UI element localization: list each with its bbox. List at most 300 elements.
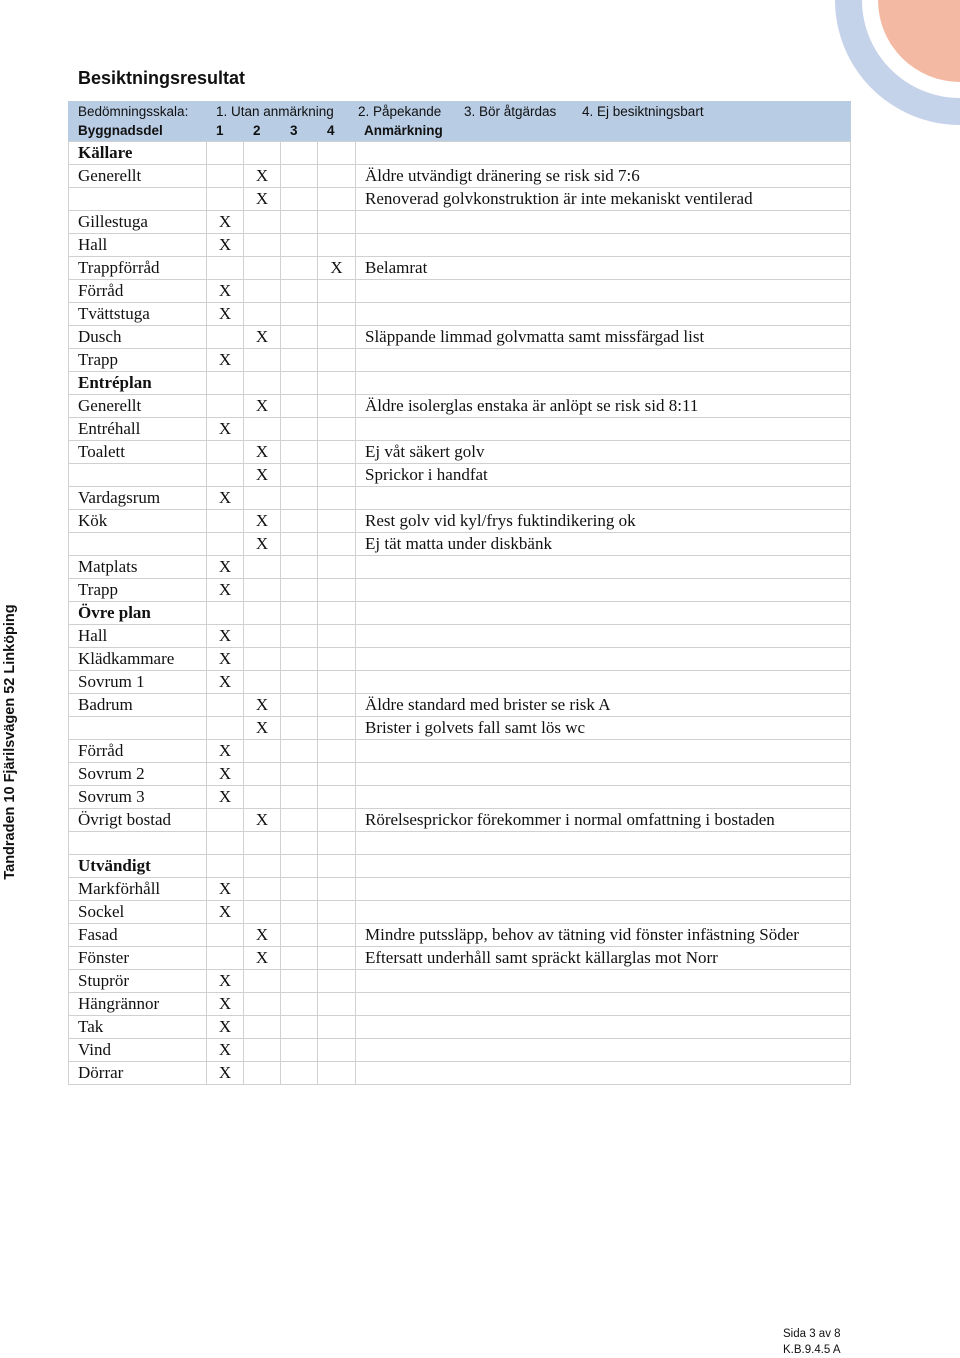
table-row [69, 832, 851, 855]
building-part-cell: Dörrar [69, 1062, 207, 1085]
building-part-cell: Generellt [69, 395, 207, 418]
grade-4-cell [318, 372, 356, 395]
remark-cell: Brister i golvets fall samt lös wc [356, 717, 851, 740]
grade-2-cell [244, 418, 281, 441]
grade-1-cell: X [207, 740, 244, 763]
building-part-cell: Matplats [69, 556, 207, 579]
table-row [69, 694, 851, 717]
document-code: K.B.9.4.5 A [783, 1344, 841, 1356]
table-row [69, 901, 851, 924]
building-part-cell: Förråd [69, 740, 207, 763]
grade-2-cell [244, 1062, 281, 1085]
remark-cell: Släppande limmad golvmatta samt missfärgad list [356, 326, 851, 349]
grade-3-cell [281, 625, 318, 648]
scale-option-4: 4. Ej besiktningsbart [582, 104, 704, 119]
remark-cell: Mindre putssläpp, behov av tätning vid fönster infästning Söder [356, 924, 851, 947]
grade-2-cell [244, 349, 281, 372]
grade-4-cell [318, 510, 356, 533]
building-part-cell: Tak [69, 1016, 207, 1039]
grade-4-cell [318, 280, 356, 303]
grade-4-cell [318, 993, 356, 1016]
grade-3-cell [281, 763, 318, 786]
grade-3-cell [281, 533, 318, 556]
grade-3-cell [281, 372, 318, 395]
grade-3-cell [281, 487, 318, 510]
grade-3-cell [281, 740, 318, 763]
remark-cell [356, 142, 851, 165]
table-row [69, 993, 851, 1016]
grade-1-cell: X [207, 234, 244, 257]
grade-4-cell [318, 1062, 356, 1085]
grade-1-cell: X [207, 993, 244, 1016]
grade-1-cell: X [207, 763, 244, 786]
building-part-cell: Stuprör [69, 970, 207, 993]
remark-cell [356, 970, 851, 993]
grade-1-cell: X [207, 556, 244, 579]
building-part-cell: Tvättstuga [69, 303, 207, 326]
remark-cell: Äldre standard med brister se risk A [356, 694, 851, 717]
grade-2-cell: X [244, 165, 281, 188]
grade-2-cell [244, 648, 281, 671]
grade-3-cell [281, 556, 318, 579]
grade-4-cell: X [318, 257, 356, 280]
grade-2-cell [244, 234, 281, 257]
grade-3-cell [281, 234, 318, 257]
grade-2-cell [244, 1016, 281, 1039]
grade-4-cell [318, 809, 356, 832]
table-row [69, 648, 851, 671]
grade-3-cell [281, 855, 318, 878]
results-table [68, 141, 851, 1085]
building-part-cell: Vind [69, 1039, 207, 1062]
grade-3-cell [281, 648, 318, 671]
table-row [69, 763, 851, 786]
grade-1-cell [207, 947, 244, 970]
grade-3-cell [281, 1062, 318, 1085]
remark-cell [356, 349, 851, 372]
remark-cell [356, 832, 851, 855]
grade-2-cell: X [244, 510, 281, 533]
grade-2-cell [244, 602, 281, 625]
grade-1-cell [207, 326, 244, 349]
grade-3-cell [281, 832, 318, 855]
table-row [69, 188, 851, 211]
inspection-table [68, 101, 851, 1085]
remark-cell [356, 234, 851, 257]
grade-4-cell [318, 901, 356, 924]
grade-2-cell: X [244, 694, 281, 717]
table-group-row [69, 372, 851, 395]
table-row [69, 947, 851, 970]
grade-3-cell [281, 464, 318, 487]
table-row [69, 740, 851, 763]
grade-1-cell: X [207, 280, 244, 303]
grade-4-cell [318, 1016, 356, 1039]
table-row [69, 671, 851, 694]
building-part-cell: Sovrum 3 [69, 786, 207, 809]
grade-4-cell [318, 878, 356, 901]
grade-2-cell: X [244, 809, 281, 832]
building-part-cell: Klädkammare [69, 648, 207, 671]
side-address-text: Tandraden 10 Fjärilsvägen 52 Linköping [2, 604, 18, 880]
grade-3-cell [281, 947, 318, 970]
remark-cell [356, 786, 851, 809]
scale-option-1: 1. Utan anmärkning [216, 104, 334, 119]
grade-3-cell [281, 993, 318, 1016]
grade-1-cell [207, 717, 244, 740]
grade-4-cell [318, 625, 356, 648]
grade-4-cell [318, 786, 356, 809]
grade-2-cell [244, 832, 281, 855]
building-part-cell: Förråd [69, 280, 207, 303]
grade-3-cell [281, 878, 318, 901]
building-part-cell: Hall [69, 234, 207, 257]
grade-4-cell [318, 303, 356, 326]
grade-1-cell [207, 395, 244, 418]
group-heading: Utvändigt [69, 855, 207, 878]
building-part-cell: Gillestuga [69, 211, 207, 234]
grade-1-cell: X [207, 579, 244, 602]
grade-4-cell [318, 671, 356, 694]
building-part-cell: Badrum [69, 694, 207, 717]
grade-4-cell [318, 924, 356, 947]
grade-1-cell [207, 372, 244, 395]
grade-4-cell [318, 418, 356, 441]
grade-3-cell [281, 1016, 318, 1039]
remark-cell [356, 901, 851, 924]
building-part-cell [69, 188, 207, 211]
grade-1-cell: X [207, 349, 244, 372]
grade-2-cell [244, 970, 281, 993]
remark-cell: Eftersatt underhåll samt spräckt källarglas mot Norr [356, 947, 851, 970]
grade-3-cell [281, 280, 318, 303]
table-row [69, 786, 851, 809]
building-part-cell [69, 717, 207, 740]
grade-4-cell [318, 648, 356, 671]
grade-3-cell [281, 142, 318, 165]
grade-2-cell: X [244, 464, 281, 487]
grade-4-cell [318, 855, 356, 878]
table-row [69, 464, 851, 487]
grade-1-cell: X [207, 487, 244, 510]
grade-1-cell: X [207, 1016, 244, 1039]
scale-label: Bedömningsskala: [78, 104, 189, 119]
grade-1-cell: X [207, 901, 244, 924]
grade-2-cell: X [244, 441, 281, 464]
grade-3-cell [281, 901, 318, 924]
table-row [69, 487, 851, 510]
table-row [69, 556, 851, 579]
grade-3-cell [281, 694, 318, 717]
table-row [69, 924, 851, 947]
scale-option-2: 2. Påpekande [358, 104, 442, 119]
grade-2-cell [244, 786, 281, 809]
grade-2-cell [244, 211, 281, 234]
table-row [69, 349, 851, 372]
table-row [69, 234, 851, 257]
page-number: Sida 3 av 8 [783, 1328, 841, 1340]
grade-1-cell: X [207, 878, 244, 901]
grade-2-cell [244, 901, 281, 924]
results-body [69, 142, 851, 1085]
grade-4-cell [318, 234, 356, 257]
grade-3-cell [281, 970, 318, 993]
table-group-row [69, 855, 851, 878]
grade-3-cell [281, 165, 318, 188]
grade-2-cell: X [244, 395, 281, 418]
grade-4-cell [318, 579, 356, 602]
grade-3-cell [281, 924, 318, 947]
grade-4-cell [318, 832, 356, 855]
table-group-row [69, 142, 851, 165]
grade-4-cell [318, 694, 356, 717]
building-part-cell: Kök [69, 510, 207, 533]
grade-2-cell: X [244, 326, 281, 349]
grade-1-cell: X [207, 970, 244, 993]
remark-cell: Ej våt säkert golv [356, 441, 851, 464]
grade-1-cell [207, 694, 244, 717]
scale-option-3: 3. Bör åtgärdas [464, 104, 557, 119]
remark-cell [356, 1062, 851, 1085]
remark-cell [356, 878, 851, 901]
remark-cell [356, 303, 851, 326]
grade-4-cell [318, 142, 356, 165]
building-part-cell: Markförhåll [69, 878, 207, 901]
grade-1-cell [207, 188, 244, 211]
grade-2-cell [244, 556, 281, 579]
table-row [69, 1039, 851, 1062]
grade-1-cell: X [207, 303, 244, 326]
grade-3-cell [281, 418, 318, 441]
grade-3-cell [281, 671, 318, 694]
remark-cell [356, 1039, 851, 1062]
remark-cell: Rörelsesprickor förekommer i normal omfattning i bostaden [356, 809, 851, 832]
column-header-2: 2 [253, 123, 261, 138]
grade-4-cell [318, 533, 356, 556]
remark-cell [356, 763, 851, 786]
grade-1-cell [207, 441, 244, 464]
grade-1-cell [207, 165, 244, 188]
table-row [69, 303, 851, 326]
grade-1-cell [207, 142, 244, 165]
grade-1-cell [207, 464, 244, 487]
remark-cell [356, 625, 851, 648]
column-header-row [69, 121, 850, 140]
building-part-cell: Dusch [69, 326, 207, 349]
grade-1-cell [207, 510, 244, 533]
remark-cell [356, 993, 851, 1016]
grade-4-cell [318, 602, 356, 625]
table-group-row [69, 602, 851, 625]
grade-4-cell [318, 441, 356, 464]
table-row [69, 878, 851, 901]
column-header-4: 4 [327, 123, 335, 138]
remark-cell [356, 671, 851, 694]
grade-3-cell [281, 326, 318, 349]
building-part-cell: Generellt [69, 165, 207, 188]
building-part-cell: Sovrum 1 [69, 671, 207, 694]
grade-4-cell [318, 487, 356, 510]
table-row [69, 441, 851, 464]
page-title: Besiktningsresultat [78, 68, 246, 88]
grade-1-cell [207, 809, 244, 832]
grade-1-cell [207, 533, 244, 556]
grade-3-cell [281, 441, 318, 464]
grade-2-cell [244, 740, 281, 763]
grade-2-cell [244, 1039, 281, 1062]
column-header-1: 1 [216, 123, 224, 138]
grade-2-cell [244, 878, 281, 901]
grade-1-cell: X [207, 1039, 244, 1062]
grade-4-cell [318, 349, 356, 372]
grade-1-cell: X [207, 211, 244, 234]
group-heading: Övre plan [69, 602, 207, 625]
grade-4-cell [318, 395, 356, 418]
remark-cell [356, 1016, 851, 1039]
table-row [69, 395, 851, 418]
grade-4-cell [318, 165, 356, 188]
grade-3-cell [281, 717, 318, 740]
remark-cell [356, 855, 851, 878]
building-part-cell: Sockel [69, 901, 207, 924]
grade-2-cell [244, 142, 281, 165]
remark-cell [356, 372, 851, 395]
grade-1-cell: X [207, 418, 244, 441]
grade-3-cell [281, 257, 318, 280]
building-part-cell: Trappförråd [69, 257, 207, 280]
grade-4-cell [318, 740, 356, 763]
building-part-cell: Trapp [69, 349, 207, 372]
remark-cell [356, 740, 851, 763]
grade-3-cell [281, 211, 318, 234]
grade-3-cell [281, 809, 318, 832]
remark-cell: Ej tät matta under diskbänk [356, 533, 851, 556]
building-part-cell: Trapp [69, 579, 207, 602]
grade-4-cell [318, 326, 356, 349]
grade-1-cell [207, 602, 244, 625]
grade-3-cell [281, 579, 318, 602]
grade-3-cell [281, 786, 318, 809]
grade-1-cell: X [207, 786, 244, 809]
table-row [69, 257, 851, 280]
table-row [69, 717, 851, 740]
grade-2-cell: X [244, 188, 281, 211]
grade-4-cell [318, 188, 356, 211]
grade-1-cell: X [207, 625, 244, 648]
grade-1-cell: X [207, 671, 244, 694]
grade-2-cell [244, 487, 281, 510]
building-part-cell [69, 832, 207, 855]
building-part-cell: Fönster [69, 947, 207, 970]
remark-cell [356, 556, 851, 579]
grade-3-cell [281, 349, 318, 372]
grade-2-cell: X [244, 924, 281, 947]
column-header-3: 3 [290, 123, 298, 138]
remark-cell [356, 211, 851, 234]
grade-3-cell [281, 510, 318, 533]
grade-1-cell [207, 257, 244, 280]
grade-3-cell [281, 188, 318, 211]
table-row [69, 165, 851, 188]
group-heading: Källare [69, 142, 207, 165]
grade-4-cell [318, 763, 356, 786]
grade-2-cell: X [244, 947, 281, 970]
grade-2-cell [244, 625, 281, 648]
scale-row [69, 102, 850, 121]
grade-3-cell [281, 1039, 318, 1062]
remark-cell: Rest golv vid kyl/frys fuktindikering ok [356, 510, 851, 533]
remark-cell [356, 280, 851, 303]
table-row [69, 1016, 851, 1039]
grade-2-cell [244, 993, 281, 1016]
table-row [69, 280, 851, 303]
table-row [69, 418, 851, 441]
grade-4-cell [318, 717, 356, 740]
remark-cell [356, 602, 851, 625]
remark-cell [356, 648, 851, 671]
grade-4-cell [318, 556, 356, 579]
table-row [69, 211, 851, 234]
table-row [69, 809, 851, 832]
remark-cell: Äldre isolerglas enstaka är anlöpt se risk sid 8:11 [356, 395, 851, 418]
remark-cell: Renoverad golvkonstruktion är inte mekaniskt ventilerad [356, 188, 851, 211]
building-part-cell: Toalett [69, 441, 207, 464]
grade-1-cell [207, 924, 244, 947]
building-part-cell: Sovrum 2 [69, 763, 207, 786]
building-part-cell: Hall [69, 625, 207, 648]
page-footer [783, 1326, 841, 1358]
grade-4-cell [318, 211, 356, 234]
table-row [69, 970, 851, 993]
grade-1-cell [207, 832, 244, 855]
remark-cell: Sprickor i handfat [356, 464, 851, 487]
grade-3-cell [281, 602, 318, 625]
building-part-cell: Övrigt bostad [69, 809, 207, 832]
grade-2-cell [244, 579, 281, 602]
grade-3-cell [281, 395, 318, 418]
building-part-cell: Fasad [69, 924, 207, 947]
grade-4-cell [318, 970, 356, 993]
building-part-cell: Entréhall [69, 418, 207, 441]
grade-2-cell [244, 671, 281, 694]
grade-2-cell [244, 303, 281, 326]
remark-cell [356, 418, 851, 441]
building-part-cell: Hängrännor [69, 993, 207, 1016]
grade-2-cell [244, 257, 281, 280]
grade-1-cell [207, 855, 244, 878]
building-part-cell [69, 533, 207, 556]
grade-3-cell [281, 303, 318, 326]
grade-1-cell: X [207, 1062, 244, 1085]
table-row [69, 1062, 851, 1085]
remark-cell [356, 487, 851, 510]
building-part-cell [69, 464, 207, 487]
grade-4-cell [318, 947, 356, 970]
remark-cell: Belamrat [356, 257, 851, 280]
table-row [69, 510, 851, 533]
column-header-part: Byggnadsdel [78, 123, 163, 138]
grade-2-cell: X [244, 717, 281, 740]
group-heading: Entréplan [69, 372, 207, 395]
table-row [69, 533, 851, 556]
building-part-cell: Vardagsrum [69, 487, 207, 510]
grade-2-cell: X [244, 533, 281, 556]
table-row [69, 625, 851, 648]
grade-2-cell [244, 280, 281, 303]
table-row [69, 326, 851, 349]
table-row [69, 579, 851, 602]
grade-1-cell: X [207, 648, 244, 671]
